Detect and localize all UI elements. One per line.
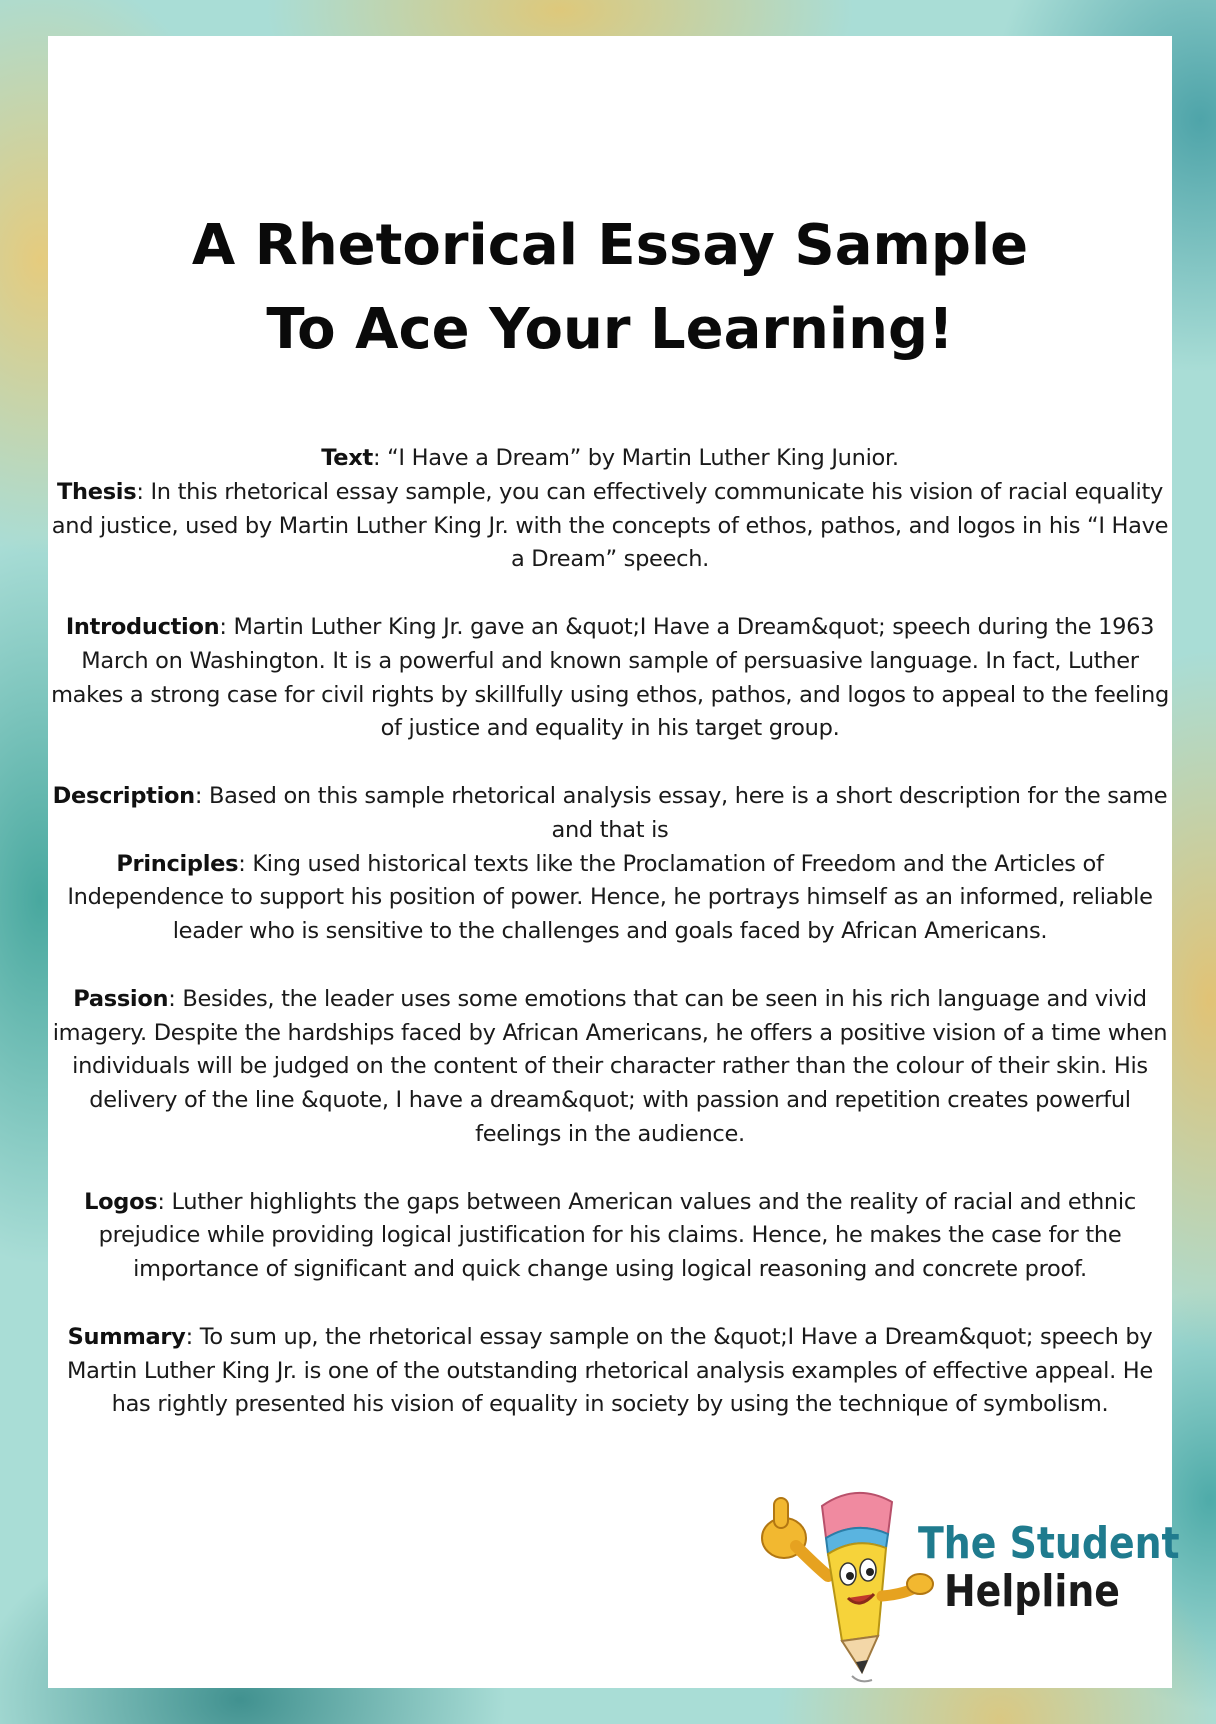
pencil-mascot-icon (756, 1476, 946, 1686)
logos-paragraph (48, 1186, 1172, 1287)
summary-paragraph (48, 1321, 1172, 1422)
paragraph-gap (48, 746, 1172, 780)
principles-label: Principles (116, 850, 239, 877)
brand-name-line-2: Helpline (944, 1566, 1120, 1617)
paragraph-gap (48, 1152, 1172, 1186)
page-title (48, 204, 1172, 372)
thesis-value: : In this rhetorical essay sample, you can effectively communicate his vision of racial equality and justice, used by Martin Luther King Jr. with the concepts of ethos, pathos, and logos in his “I Have a Dream” speech. (51, 478, 1169, 573)
summary-value: : To sum up, the rhetorical essay sample on the &quot;I Have a Dream&quot; speech by Martin Luther King Jr. is one of the outstanding rhetorical analysis examples of effective appeal. He has rightly presented his vision of equality in society by using the technique of symbolism. (67, 1323, 1153, 1418)
thesis-label: Thesis (56, 478, 137, 505)
description-value: : Based on this sample rhetorical analysis essay, here is a short description for the same and that is (194, 782, 1168, 843)
passion-label: Passion (73, 985, 169, 1012)
title-line-1: A Rhetorical Essay Sample (191, 213, 1029, 278)
brand-logo (756, 1476, 1180, 1686)
introduction-label: Introduction (65, 613, 220, 640)
text-value: : “I Have a Dream” by Martin Luther King Junior. (372, 445, 899, 471)
principles-value: : King used historical texts like the Proclamation of Freedom and the Articles of Independence to support his position of power. Hence, he portrays himself as an informed, reliable leader who is sensitive to the challenges and goals faced by African Americans. (67, 850, 1153, 945)
brand-name-line-1: The Student (918, 1518, 1180, 1569)
thesis-paragraph (48, 476, 1172, 577)
title-line-2: To Ace Your Learning! (266, 297, 954, 362)
text-label: Text (321, 445, 373, 471)
logos-label: Logos (84, 1188, 158, 1215)
essay-body (48, 442, 1172, 1422)
document-page (48, 36, 1180, 1688)
logos-value: : Luther highlights the gaps between American values and the reality of racial and ethnic prejudice while providing logical justification for his claims. Hence, he makes the case for the importance of significant and quick change using logical reasoning and concrete proof. (98, 1188, 1136, 1283)
passion-value: : Besides, the leader uses some emotions that can be seen in his rich language and vivid imagery. Despite the hardships faced by African Americans, he offers a positive vision of a time when individuals will be judged on the content of their character rather than the colour of their skin. His delivery of the line &quote, I have a dream&quot; with passion and repetition creates powerful feelings in the audience. (52, 985, 1168, 1147)
principles-paragraph (48, 848, 1172, 949)
description-label: Description (52, 782, 195, 809)
summary-label: Summary (67, 1323, 186, 1350)
paragraph-gap (48, 577, 1172, 611)
text-paragraph (48, 442, 1172, 476)
introduction-value: : Martin Luther King Jr. gave an &quot;I Have a Dream&quot; speech during the 1963 March on Washington. It is a powerful and known sample of persuasive language. In fact, Luther makes a strong case for civil rights by skillfully using ethos, pathos, and logos to appeal to the feeling of justice and equality in his target group. (51, 613, 1169, 742)
description-paragraph (48, 780, 1172, 848)
introduction-paragraph (48, 611, 1172, 746)
paragraph-gap (48, 1287, 1172, 1321)
passion-paragraph (48, 983, 1172, 1152)
paragraph-gap (48, 949, 1172, 983)
